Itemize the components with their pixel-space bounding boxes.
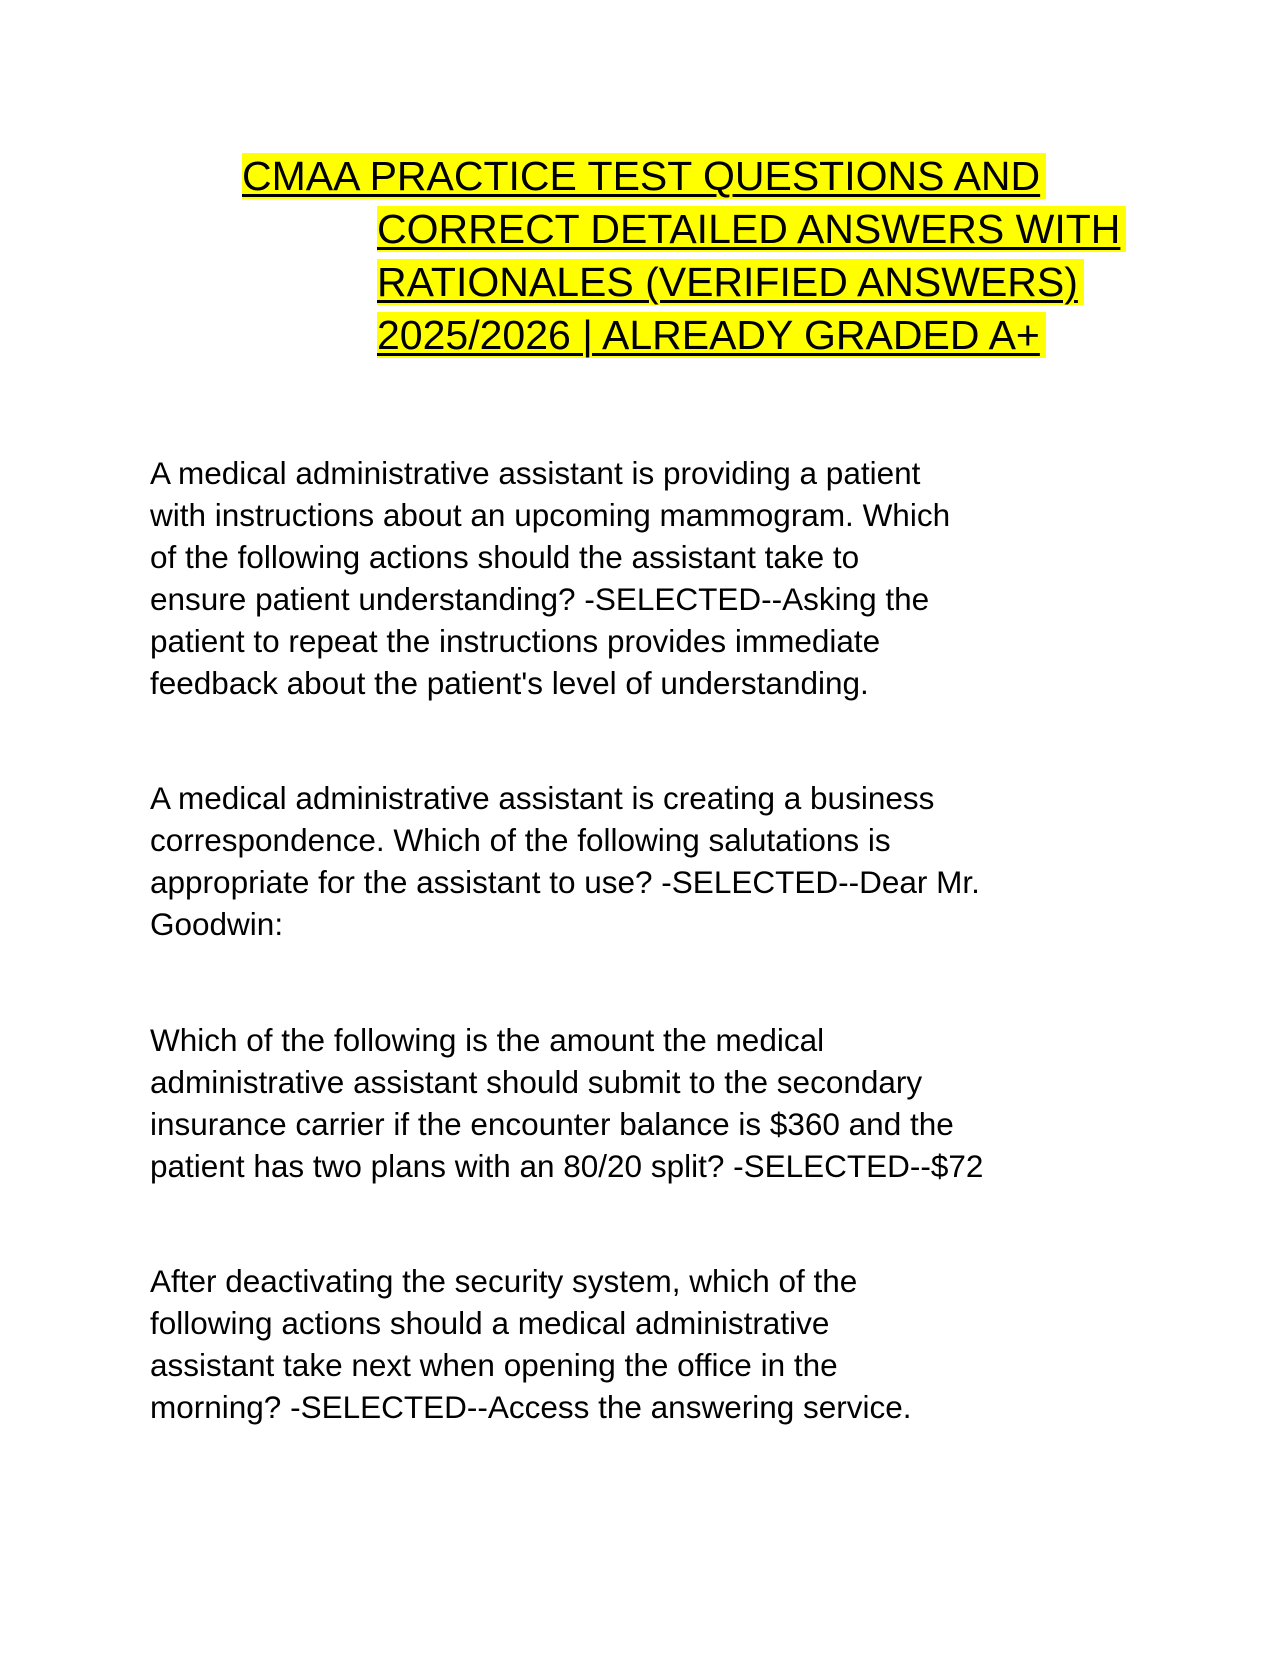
title-line: RATIONALES (VERIFIED ANSWERS) bbox=[242, 256, 1126, 309]
title-line: CORRECT DETAILED ANSWERS WITH bbox=[242, 203, 1126, 256]
question-2: A medical administrative assistant is creating a business correspondence. Which of the following salutations is appropriate for the assistant to use? -SELECTED--Dear Mr. Goodwin: bbox=[150, 780, 980, 942]
title-line: CMAA PRACTICE TEST QUESTIONS AND bbox=[242, 150, 1126, 203]
question-1: A medical administrative assistant is providing a patient with instructions about an upcoming mammogram. Which of the following actions should the assistant take to ensure patient understanding? -SELECTED--Asking the patient to repeat the instructions provides immediate feedback about the patient's level of understanding. bbox=[150, 455, 951, 701]
question-4: After deactivating the security system, which of the following actions should a medical administrative assistant take next when opening the office in the morning? -SELECTED--Access the answering service. bbox=[150, 1263, 912, 1425]
question-3: Which of the following is the amount the medical administrative assistant should submit to the secondary insurance carrier if the encounter balance is $360 and the patient has two plans with an 80/20 split? -SELECTED--$72 bbox=[150, 1022, 984, 1184]
title-line: 2025/2026 | ALREADY GRADED A+ bbox=[242, 309, 1126, 362]
document-title bbox=[242, 150, 1126, 362]
